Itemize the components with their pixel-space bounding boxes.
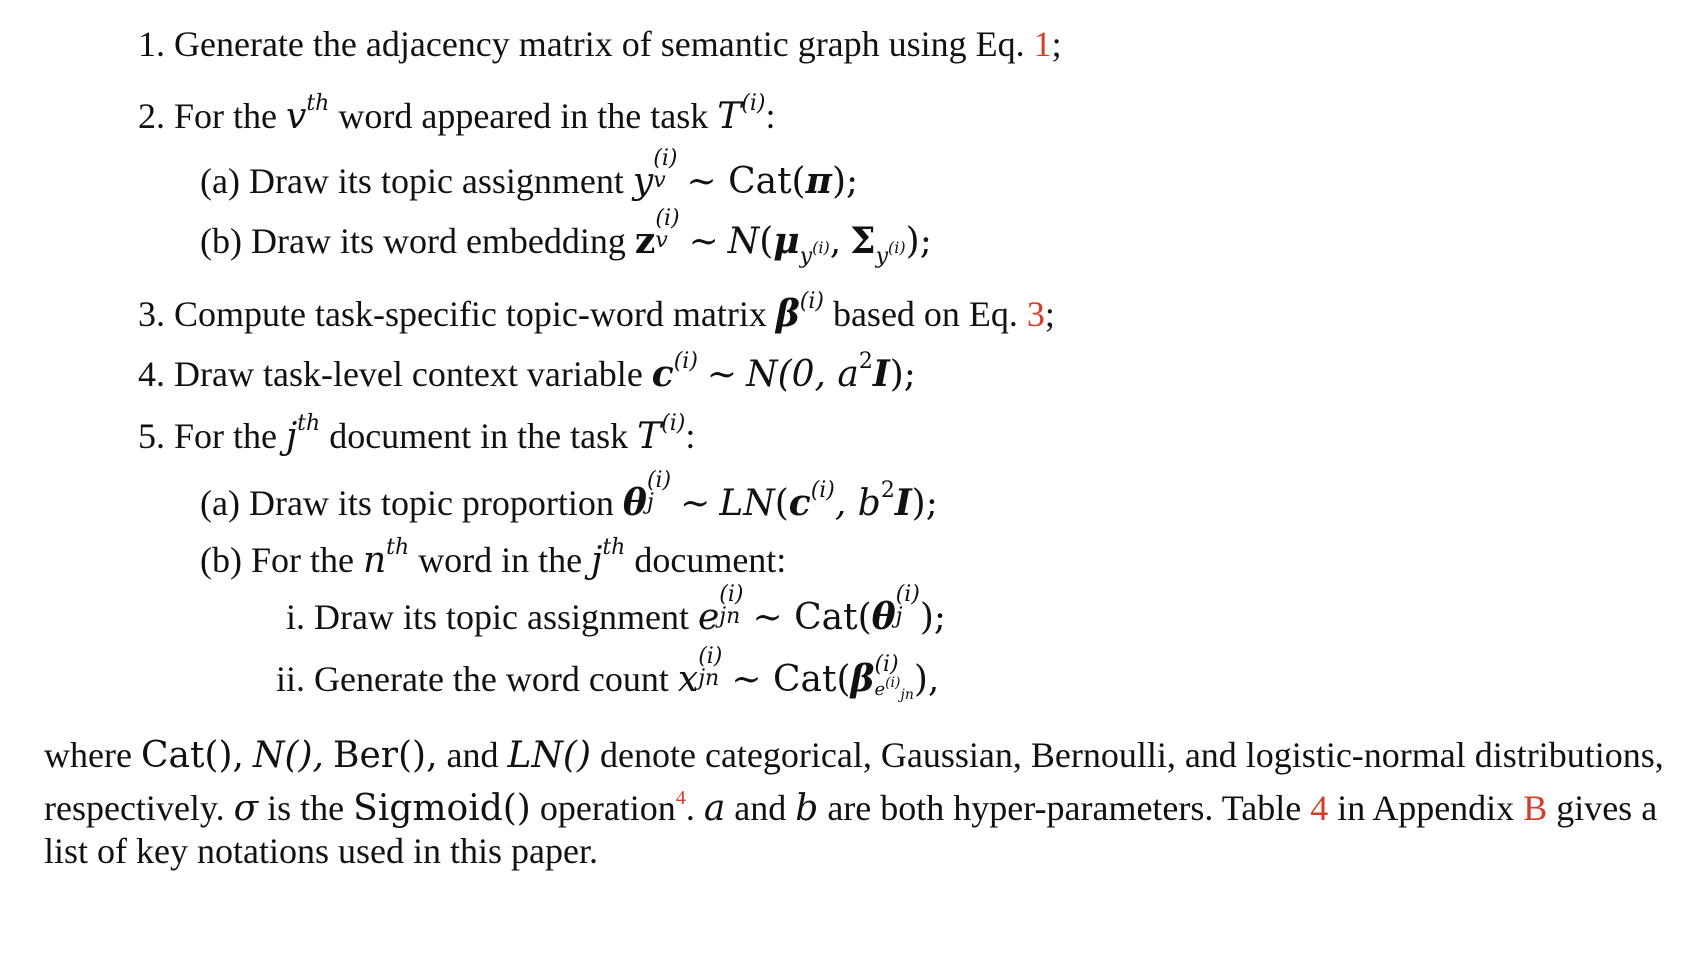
comma-b: , b [834, 483, 881, 524]
step-2-pre: For the [174, 96, 277, 136]
e-sup: (i) [719, 582, 744, 607]
beta-sub-sub: jn [900, 687, 914, 703]
step-5b [200, 528, 786, 581]
beta-sub-sup: (i) [885, 675, 901, 691]
appendix-b-link[interactable]: B [1523, 788, 1548, 828]
para-ln: LN() [507, 735, 592, 776]
step-4-end: ); [889, 354, 916, 395]
table-4-link[interactable]: 4 [1310, 788, 1329, 828]
para-b: b [795, 788, 819, 829]
x-sup: (i) [698, 644, 723, 669]
comma: , [829, 221, 842, 262]
step-5-mid: document in the task [329, 416, 629, 456]
step-1-num: 1. [138, 24, 165, 64]
explanation-paragraph [44, 734, 1684, 872]
para-text-3: is the [267, 788, 345, 828]
sup-th: th [297, 411, 321, 436]
step-2b-text: Draw its word embedding [250, 221, 626, 261]
step-4-text: Draw task-level context variable [174, 354, 643, 394]
step-5a-num: (a) [200, 483, 240, 523]
step-2a-end: ); [831, 161, 859, 202]
step-5bii-text: Generate the word count [314, 659, 669, 699]
step-1-end: ; [1051, 24, 1062, 64]
task-T: T [637, 416, 662, 457]
theta-sub: j [646, 490, 654, 515]
step-2-mid: word appeared in the task [338, 96, 709, 136]
mu-sub [799, 238, 830, 269]
step-5-pre: For the [174, 416, 277, 456]
tilde: ∼ [680, 483, 711, 524]
normal-N: N [727, 221, 760, 262]
para-a: a [703, 788, 726, 829]
step-5 [138, 404, 695, 457]
step-2 [138, 84, 775, 137]
para-operation: operation [539, 788, 676, 828]
step-5b-mid: word in the [418, 540, 583, 580]
sigma-sub [875, 238, 906, 269]
sq: 2 [858, 349, 873, 374]
step-5b-ii [276, 646, 939, 702]
step-2a-text: Draw its topic assignment [248, 161, 624, 201]
mu-sub-sup: (i) [812, 238, 830, 257]
sigma-sub-y: y [875, 244, 889, 269]
var-v: v [286, 96, 307, 137]
cat-dist: ∼ Cat( [752, 597, 872, 638]
sq: 2 [880, 478, 895, 503]
var-e: e [697, 597, 720, 638]
para-sigma: σ [233, 788, 259, 829]
c-sup: (i) [810, 478, 835, 503]
step-5-num: 5. [138, 416, 165, 456]
logistic-normal: LN [719, 483, 775, 524]
normal-args: (0, a [777, 354, 859, 395]
sup-th: th [306, 91, 330, 116]
step-2-end: : [765, 96, 776, 136]
z-sup: (i) [655, 206, 680, 231]
c-sup: (i) [673, 349, 698, 374]
step-5bii-num: ii. [276, 659, 306, 699]
para-where: where [44, 735, 132, 775]
step-2a [200, 148, 858, 202]
step-5bi-num: i. [286, 597, 306, 637]
z-scripts [655, 208, 679, 252]
e-sub: jn [719, 604, 741, 629]
theta-scripts [647, 470, 671, 514]
cat-dist: ∼ Cat( [686, 161, 806, 202]
var-c: c [651, 353, 674, 395]
step-5b-num: (b) [200, 540, 242, 580]
step-4 [138, 342, 916, 395]
step-1-text: Generate the adjacency matrix of semantic graph using Eq. [174, 24, 1025, 64]
z-sub: v [655, 228, 668, 253]
step-5a [200, 470, 938, 524]
step-1 [138, 24, 1062, 64]
cat-dist: ∼ Cat( [731, 659, 851, 700]
step-5-end: : [685, 416, 696, 456]
var-j: j [286, 416, 298, 457]
theta-sub: j [895, 604, 903, 629]
para-sigmoid: Sigmoid() [353, 788, 531, 829]
var-beta: β [775, 293, 800, 335]
y-sup: (i) [653, 146, 678, 171]
theta-scripts [896, 584, 920, 628]
e-scripts [719, 584, 743, 628]
para-ber: Ber(), [333, 735, 438, 776]
step-5b-i [286, 584, 946, 638]
para-n: N(), [252, 735, 325, 776]
y-sub: v [653, 168, 666, 193]
paren-open: ( [759, 221, 774, 262]
step-5bi-end: ); [919, 597, 947, 638]
beta-sub-e: e [874, 679, 886, 700]
var-sigma: Σ [850, 220, 876, 262]
step-5b-end: document: [634, 540, 787, 580]
sup-i: (i) [741, 91, 766, 116]
beta-sup: (i) [874, 652, 899, 677]
para-text-8: in Appendix [1337, 788, 1515, 828]
para-text-2: denote categorical, Gaussian, Bernoulli, and logistic-normal distributions, respectively. [44, 735, 1664, 828]
var-y: y [632, 161, 654, 202]
step-2-num: 2. [138, 96, 165, 136]
step-3 [138, 282, 1055, 334]
step-2b-end: ); [905, 221, 932, 262]
para-and-2: and [734, 788, 787, 828]
var-mu: μ [773, 220, 800, 262]
theta-sup: (i) [895, 582, 920, 607]
step-3-num: 3. [138, 294, 165, 334]
eq-1-link[interactable]: 1 [1033, 24, 1052, 64]
step-5a-text: Draw its topic proportion [248, 483, 614, 523]
identity-I: I [872, 353, 890, 395]
sup-th-2: th [602, 535, 626, 560]
theta-sup: (i) [646, 468, 672, 493]
step-3-end: ; [1044, 294, 1055, 334]
para-cat: Cat(), [140, 735, 244, 776]
step-5a-end: ); [911, 483, 938, 524]
footnote-4-link[interactable]: 4 [675, 787, 686, 809]
step-2b-num: (b) [200, 221, 242, 261]
identity-I: I [894, 482, 912, 524]
sup-i: (i) [661, 411, 686, 436]
x-sub: jn [698, 666, 720, 691]
step-5bi-text: Draw its topic assignment [314, 597, 689, 637]
sup-th: th [386, 535, 410, 560]
var-n: n [362, 540, 387, 581]
paren-open: ( [774, 483, 789, 524]
var-theta: θ [871, 596, 896, 638]
step-5b-pre: For the [250, 540, 354, 580]
para-period: . [685, 788, 695, 828]
var-z: z [634, 220, 656, 262]
step-5bii-end: ), [913, 659, 940, 700]
step-2b [200, 208, 932, 277]
beta-sub [874, 676, 913, 702]
mu-sub-y: y [799, 244, 813, 269]
tilde: ∼ [706, 354, 738, 395]
normal-N: N [746, 354, 778, 395]
y-scripts [653, 148, 677, 192]
eq-3-link[interactable]: 3 [1026, 294, 1045, 334]
var-pi: π [805, 160, 832, 202]
step-4-num: 4. [138, 354, 165, 394]
task-T: T [717, 96, 742, 137]
beta-sup: (i) [799, 289, 824, 314]
var-x: x [677, 659, 699, 700]
var-j: j [591, 540, 603, 581]
beta-scripts [874, 654, 913, 702]
para-and: and [446, 735, 499, 775]
step-3-text: Compute task-specific topic-word matrix [174, 294, 767, 334]
var-c: c [788, 482, 811, 524]
sigma-sub-sup: (i) [888, 238, 906, 257]
tilde: ∼ [688, 221, 719, 262]
x-scripts [698, 646, 722, 690]
var-beta: β [850, 658, 875, 700]
step-3-mid: based on Eq. [832, 294, 1018, 334]
step-2a-num: (a) [200, 161, 240, 201]
para-text-7: are both hyper-parameters. Table [827, 788, 1302, 828]
para-text-9: gives a list of key notations used in this paper. [44, 788, 1658, 871]
var-theta: θ [622, 482, 647, 524]
